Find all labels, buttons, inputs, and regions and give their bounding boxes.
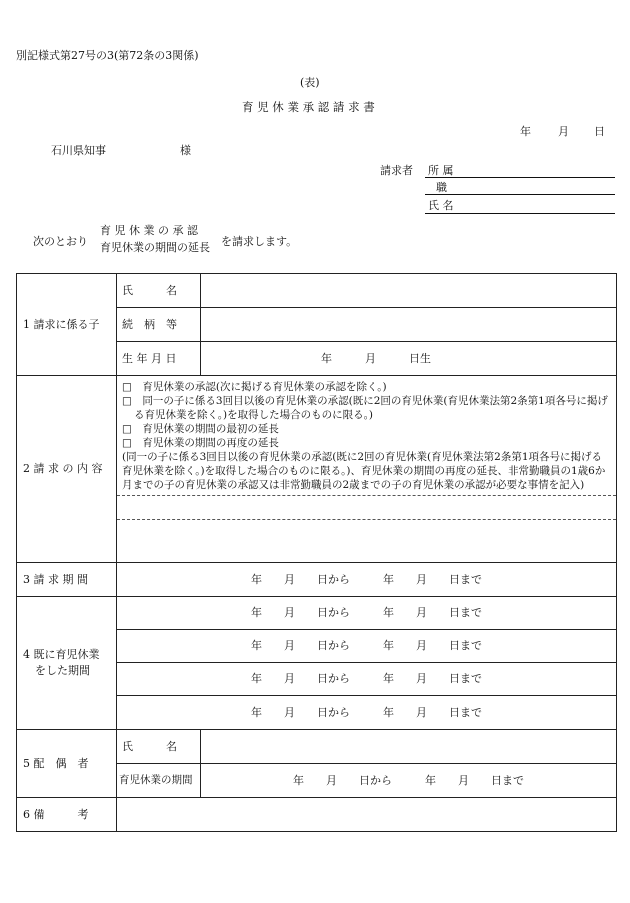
addressee-name: 石川県知事 [51, 144, 106, 157]
content-option-approval[interactable]: □ 育児休業の承認(次に掲げる育児休業の承認を除く。) [122, 381, 387, 393]
child-name-label: 氏 名 [117, 274, 201, 308]
form-number: 別記様式第27号の3(第72条の3関係) [16, 49, 199, 62]
child-relation-field[interactable] [201, 308, 617, 342]
spouse-name-label: 氏 名 [117, 730, 201, 764]
content-option-third-approval[interactable]: □ 同一の子に係る3回目以後の育児休業の承認(既に2回の育児休業(育児休業法第2条第1項各号に掲げる育児休業を除く。)を取得した場合のものに限る。) [122, 395, 608, 421]
spouse-period-field[interactable]: 年 月 日から 年 月 日まで [201, 764, 617, 798]
request-prefix: 次のとおり [33, 235, 88, 248]
past-period-field[interactable]: 年 月 日から 年 月 日まで [117, 630, 617, 663]
date-month: 月 [558, 125, 569, 138]
section-2-label: 2 請 求 の 内 容 [17, 376, 117, 563]
past-period-field[interactable]: 年 月 日から 年 月 日まで [117, 597, 617, 630]
child-birth-field[interactable]: 年 月 日生 [201, 342, 617, 376]
child-relation-label: 続 柄 等 [117, 308, 201, 342]
affiliation-line[interactable] [425, 177, 615, 178]
spouse-period-label: 育児休業の期間 [117, 764, 201, 798]
date-year: 年 [520, 125, 531, 138]
section-6-label: 6 備 考 [17, 798, 117, 832]
request-content-box[interactable] [117, 376, 617, 563]
section-4-label-line1: 4 既に育児休業 [23, 648, 100, 661]
affiliation-label: 所 属 [428, 164, 454, 177]
name-label: 氏 名 [428, 199, 454, 212]
request-option-approval: 育 児 休 業 の 承 認 [100, 224, 198, 237]
content-note: (同一の子に係る3回目以後の育児休業の承認(既に2回の育児休業(育児休業法第2条第1項各号に掲げる育児休業を除く。)を取得した場合のものに限る。)、育児休業の期間の再度の延長、非常勤職員の1歳6か月までの子の育児休業の承認又は非常勤職員の2歳までの子の育児休業の承認が必要な事情を記入) [122, 451, 606, 491]
section-1-label: 1 請求に係る子 [17, 274, 117, 376]
spouse-name-field[interactable] [201, 730, 617, 764]
position-line[interactable] [425, 194, 615, 195]
addressee-honorific: 様 [180, 144, 191, 157]
request-period-field[interactable]: 年 月 日から 年 月 日まで [117, 563, 617, 597]
section-4-label [17, 597, 117, 730]
dashed-divider [117, 519, 616, 520]
request-table [16, 273, 617, 832]
section-5-label: 5 配 偶 者 [17, 730, 117, 798]
position-label: 職 [436, 181, 447, 194]
date-day: 日 [594, 125, 605, 138]
request-option-extension: 育児休業の期間の延長 [100, 241, 210, 254]
child-name-field[interactable] [201, 274, 617, 308]
document-title: 育 児 休 業 承 認 請 求 書 [242, 100, 375, 114]
section-3-label: 3 請 求 期 間 [17, 563, 117, 597]
side-label: (表) [300, 76, 320, 89]
request-suffix: を請求します。 [221, 235, 298, 248]
content-option-second-extension[interactable]: □ 育児休業の期間の再度の延長 [122, 437, 279, 449]
name-line[interactable] [425, 213, 615, 214]
past-period-field[interactable]: 年 月 日から 年 月 日まで [117, 663, 617, 696]
past-period-field[interactable]: 年 月 日から 年 月 日まで [117, 696, 617, 730]
remarks-field[interactable] [117, 798, 617, 832]
content-option-first-extension[interactable]: □ 育児休業の期間の最初の延長 [122, 423, 279, 435]
child-birth-label: 生 年 月 日 [117, 342, 201, 376]
section-4-label-line2: をした期間 [35, 664, 90, 677]
requester-label: 請求者 [380, 164, 413, 177]
